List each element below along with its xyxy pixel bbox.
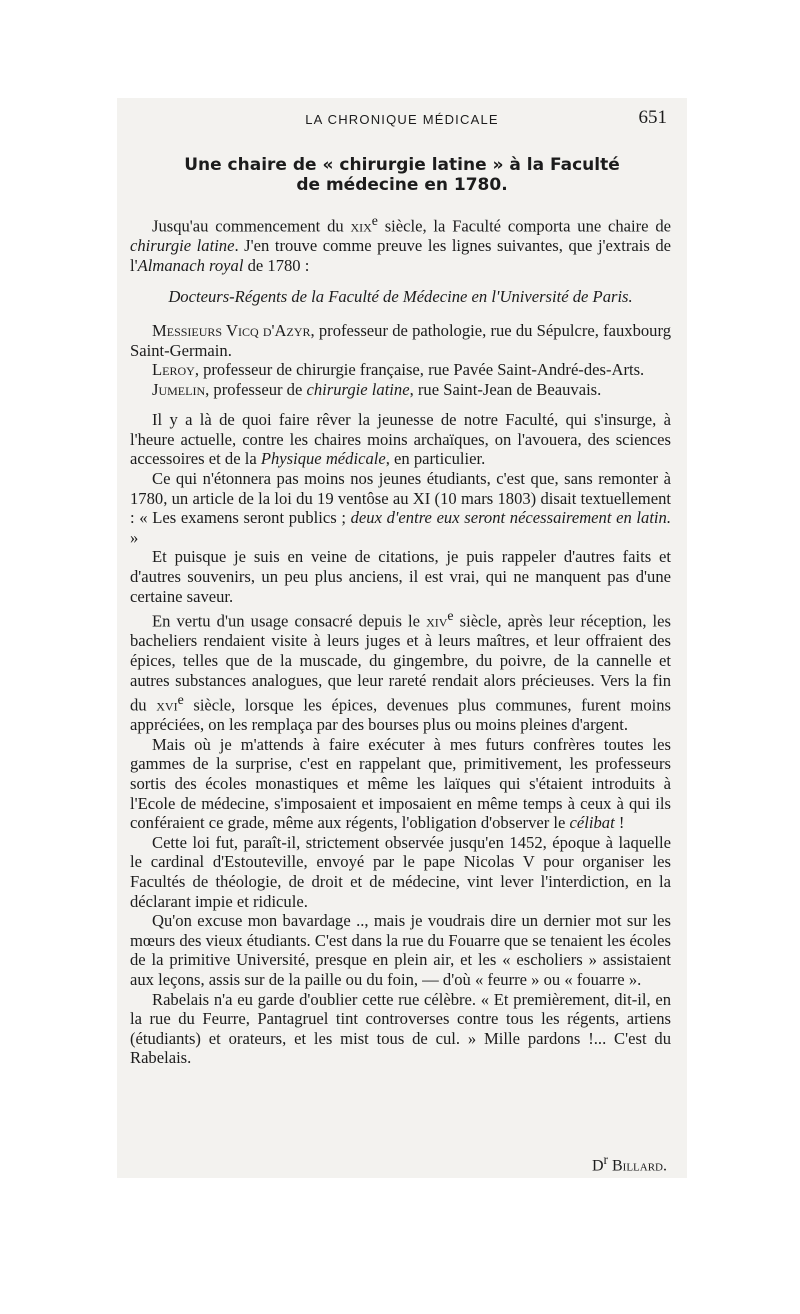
article-title <box>137 155 667 195</box>
text-run: siècle, lorsque les épices, devenues plus communes, furent moins appréciées, on les remplaça par des bourses plus ou moins pleines d'argent. <box>130 695 671 735</box>
running-header <box>117 108 687 132</box>
emphasis: célibat <box>569 813 615 833</box>
paragraph: Rabelais n'a eu garde d'oublier cette rue célèbre. « Et premièrement, dit-il, en la rue du Feurre, Pantagruel tint controverses contre tous les régents, artiens (étudiants) et orateurs, et les mist tous de cul. » Mille pardons !... C'est du Rabelais. <box>130 989 671 1068</box>
superscript: e <box>447 608 454 624</box>
entry-name: Jumelin <box>152 379 206 399</box>
document-page <box>117 98 687 1178</box>
paragraph <box>130 735 671 833</box>
entry-name: Leroy <box>152 360 195 380</box>
list-entry <box>130 321 671 360</box>
author-signature <box>592 1150 667 1176</box>
text-run: » <box>130 527 139 547</box>
article-title-line-1: Une chaire de « chirurgie latine » à la Faculté <box>184 155 620 175</box>
signature-name: Billard. <box>612 1157 667 1175</box>
article-body <box>130 211 671 1068</box>
paragraph <box>130 606 671 735</box>
century-numeral: xvi <box>156 695 178 715</box>
list-heading: Docteurs-Régents de la Faculté de Médecine en l'Université de Paris. <box>168 287 633 307</box>
paragraph <box>130 410 671 469</box>
text-run: Il y a là de quoi faire rêver la jeunesse de notre Faculté, qui s'insurge, à l'heure actuelle, contre les chaires moins archaïques, on l'avouera, des sciences accessoires et de la <box>130 410 671 469</box>
century-numeral: xiv <box>426 611 448 631</box>
paragraph: Cette loi fut, paraît-il, strictement observée jusqu'en 1452, époque à laquelle le cardinal d'Estouteville, envoyé par le pape Nicolas V pour organiser les Facultés de théologie, de droit et de médecine, vint lever l'interdiction, en la déclarant impie et ridicule. <box>130 832 671 911</box>
superscript: e <box>177 692 184 708</box>
entry-text: , professeur de pathologie, rue du Sépulcre, fauxbourg Saint-Germain. <box>130 320 671 360</box>
emphasis: Almanach royal <box>137 255 244 275</box>
running-title: LA CHRONIQUE MÉDICALE <box>305 112 499 127</box>
superscript: e <box>371 213 378 228</box>
text-run: , en particulier. <box>385 449 486 469</box>
paragraph: Et puisque je suis en veine de citations, je puis rappeler d'autres faits et d'autres souvenirs, un peu plus anciens, il est vrai, qui ne manquent pas d'une certaine saveur. <box>130 547 671 606</box>
entry-name: Messieurs Vicq d'Azyr <box>152 320 311 340</box>
list-entry <box>130 380 671 400</box>
signature-title: D <box>591 1157 604 1175</box>
emphasis: deux d'entre eux seront nécessairement en latin. <box>350 508 671 528</box>
entry-text: , rue Saint-Jean de Beauvais. <box>409 379 602 399</box>
paragraph <box>130 469 671 547</box>
entry-text: , professeur de <box>205 379 307 399</box>
text-run: siècle, après leur réception, les bacheliers rendaient visite à leurs juges et à leurs maîtres, et leur offraient des épices, telles que de la muscade, du gingembre, du poivre, de la cannelle et autres substances analogues, que leur rareté rendait alors précieuses. Vers la fin du <box>130 611 671 715</box>
emphasis: Physique médicale <box>260 449 386 469</box>
text-run: ! <box>614 813 625 833</box>
text-run: En vertu d'un usage consacré depuis le <box>152 611 427 631</box>
entry-text: , professeur de chirurgie française, rue Pavée Saint-André-des-Arts. <box>194 360 645 380</box>
emphasis: chirurgie latine <box>306 379 410 399</box>
page-number: 651 <box>638 107 667 128</box>
century-numeral: xix <box>350 216 372 236</box>
text-run: de 1780 : <box>243 255 310 275</box>
text-run: siècle, la Faculté comporta une chaire de <box>377 216 672 236</box>
list-entry <box>130 360 671 380</box>
paragraph: Qu'on excuse mon bavardage .., mais je voudrais dire un dernier mot sur les mœurs des vieux étudiants. C'est dans la rue du Fouarre que se tenaient les écoles de la primitive Université, presque en plein air, et les « escholiers » assistaient aux leçons, assis sur de la paille ou du foin, — d'où « feurre » ou « fouarre ». <box>130 911 671 989</box>
superscript: r <box>603 1152 608 1167</box>
article-title-line-2: de médecine en 1780. <box>296 175 508 195</box>
text-run: Mais où je m'attends à faire exécuter à mes futurs confrères toutes les gammes de la surprise, c'est en rappelant que, primitivement, les professeurs sortis des écoles monastiques et même les laïques qui s'étaient introduits à l'Ecole de médecine, s'imposaient et imposaient en même temps à ceux à qui ils conféraient ce grade, même aux régents, l'obligation d'observer le <box>130 734 671 833</box>
text-run: Ce qui n'étonnera pas moins nos jeunes étudiants, c'est que, sans remonter à 1780, un article de la loi du 19 ventôse au XI (10 mars 1803) disait textuellement : « Les examens seront publics ; <box>130 469 671 528</box>
text-run: . J'en trouve comme preuve les lignes suivantes, que j'extrais de l' <box>130 236 671 275</box>
intro-paragraph <box>130 211 671 275</box>
emphasis: chirurgie latine <box>130 236 235 256</box>
text-run: Jusqu'au commencement du <box>152 216 351 236</box>
